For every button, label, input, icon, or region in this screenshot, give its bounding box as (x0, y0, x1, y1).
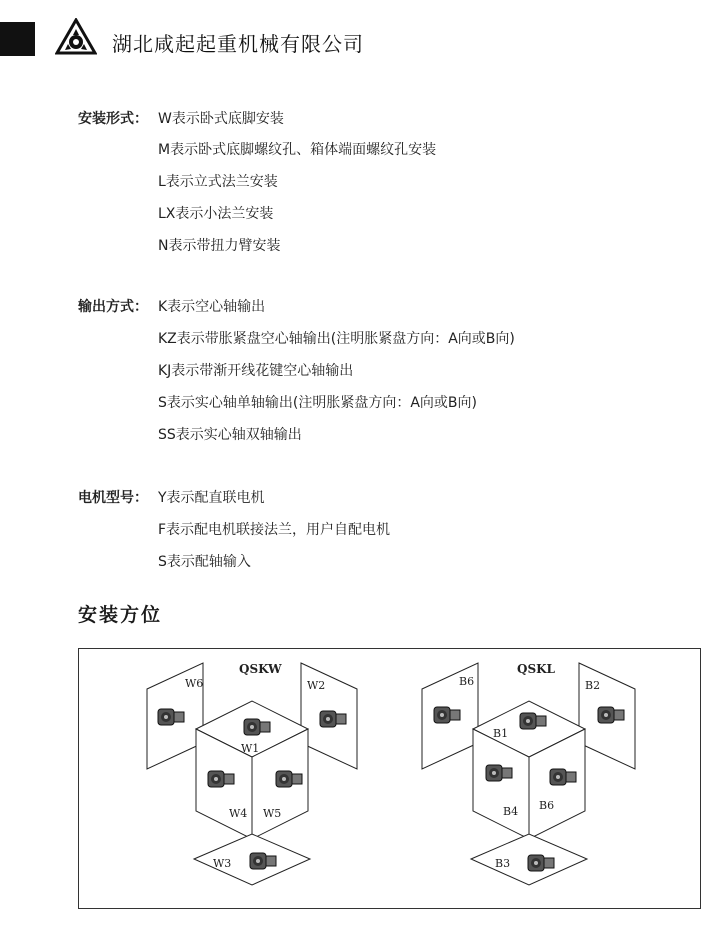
qskl-title: QSKL (517, 662, 555, 676)
qskw-label: W6 (185, 677, 204, 690)
qskw-label: W3 (213, 857, 232, 870)
positions-heading: 安装方位 (78, 604, 163, 626)
output-item: KZ表示带胀紧盘空心轴输出(注明胀紧盘方向：A向或B向) (158, 331, 515, 347)
motor-label: 电机型号： (78, 490, 148, 506)
motor-item: S表示配轴输入 (158, 554, 251, 570)
qskl-label: B6 (459, 675, 475, 688)
output-label: 输出方式： (78, 299, 148, 315)
output-item: KJ表示带渐开线花键空心轴输出 (158, 363, 354, 379)
qskl-label: B2 (585, 679, 601, 692)
mounting-label: 安装形式： (78, 111, 148, 127)
company-logo (55, 18, 97, 56)
qskw-label: W1 (241, 742, 260, 755)
motor-item: F表示配电机联接法兰，用户自配电机 (158, 522, 391, 538)
mounting-item: L表示立式法兰安装 (158, 174, 278, 190)
qskw-label: W4 (229, 807, 248, 820)
qskw-label: W2 (307, 679, 326, 692)
output-item: S表示实心轴单轴输出(注明胀紧盘方向：A向或B向) (158, 395, 477, 411)
mounting-positions-diagram (78, 648, 701, 909)
qskl-label: B6 (539, 799, 555, 812)
positions-drawing (79, 649, 702, 910)
qskl-label: B3 (495, 857, 511, 870)
output-item: SS表示实心轴双轴输出 (158, 427, 302, 443)
qskw-group (147, 662, 357, 885)
qskw-title: QSKW (239, 662, 282, 676)
qskl-label: B1 (493, 727, 509, 740)
qskl-label: B4 (503, 805, 519, 818)
mounting-item: LX表示小法兰安装 (158, 206, 274, 222)
mounting-item: N表示带扭力臂安装 (158, 238, 281, 254)
output-item: K表示空心轴输出 (158, 299, 266, 315)
qskw-label: W5 (263, 807, 282, 820)
motor-item: Y表示配直联电机 (158, 490, 265, 506)
mounting-item: M表示卧式底脚螺纹孔、箱体端面螺纹孔安装 (158, 142, 437, 158)
qskl-group (422, 662, 635, 885)
mounting-item: W表示卧式底脚安装 (158, 111, 284, 127)
company-name: 湖北咸起起重机械有限公司 (112, 32, 364, 56)
black-page-tab (0, 22, 35, 56)
